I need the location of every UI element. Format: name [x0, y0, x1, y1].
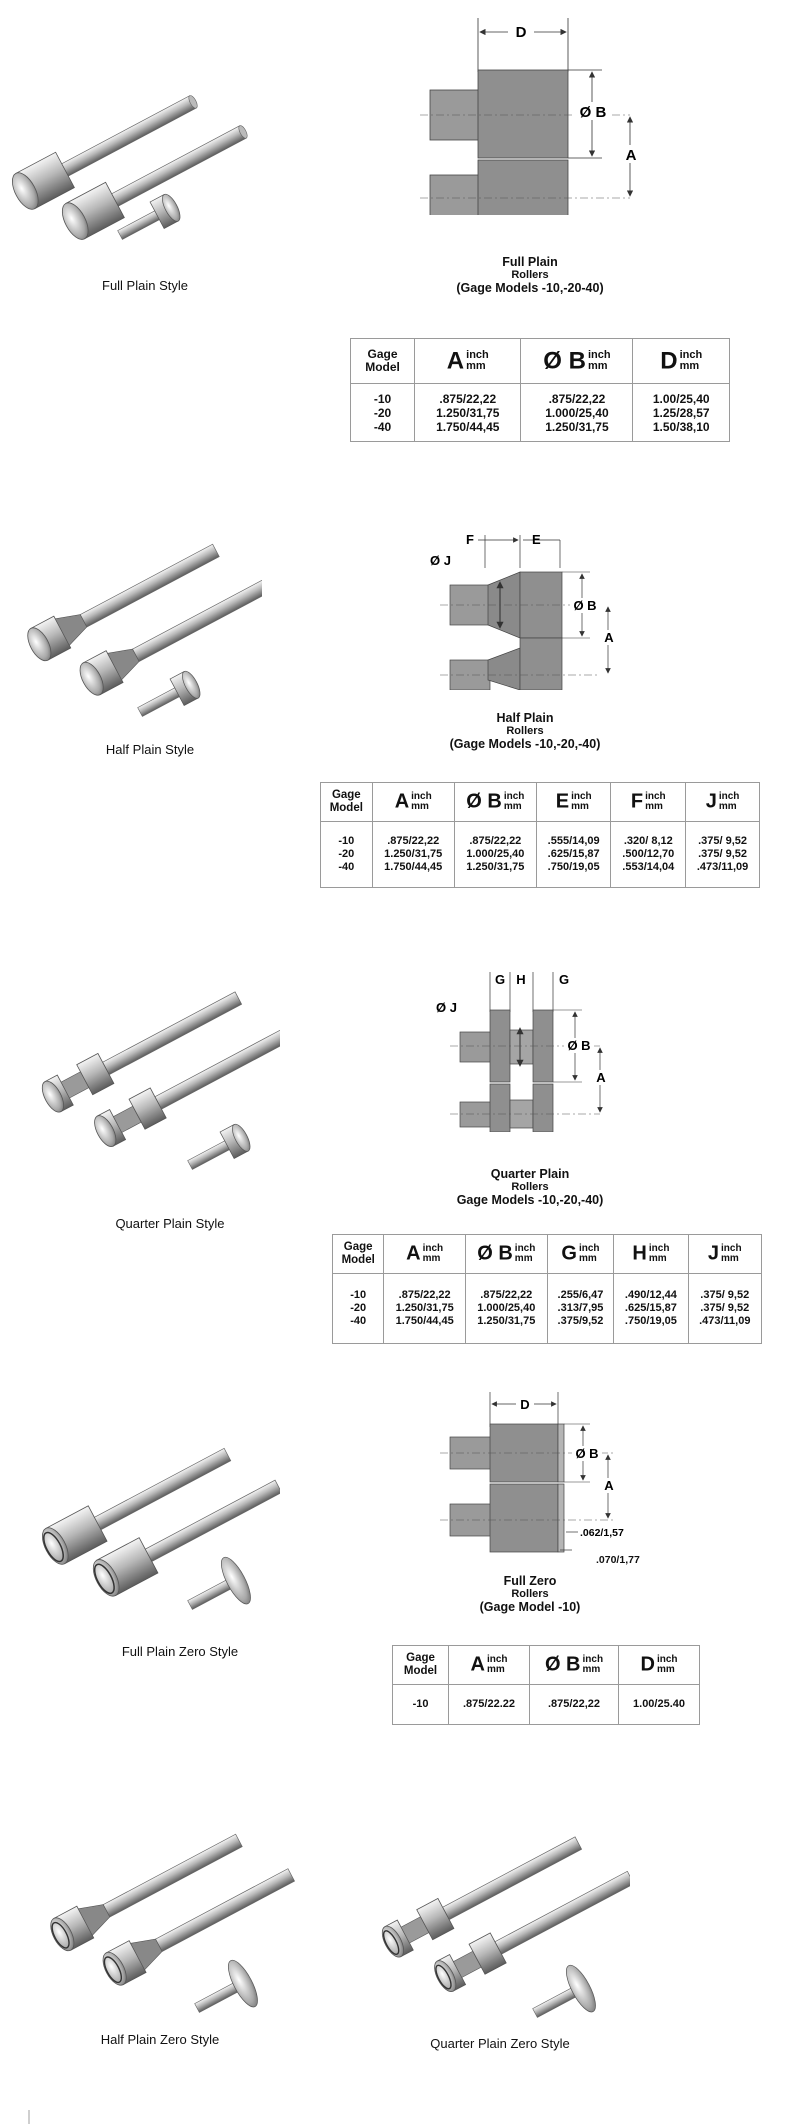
table-cell: .875/22,22 1.250/31,75 1.750/44,45	[415, 384, 521, 442]
page-edge-mark	[28, 2110, 30, 2124]
quarter-plain-style-caption: Quarter Plain Style	[115, 1216, 225, 1231]
quarter-plain-section	[0, 950, 804, 1350]
table-cell: -10 -20 -40	[333, 1274, 384, 1344]
half-plain-spec-table	[320, 782, 760, 888]
table-cell: .875/22,22	[529, 1685, 618, 1725]
half-plain-zero-style-caption: Half Plain Zero Style	[100, 2032, 220, 2047]
col-j: J inch mm	[688, 1235, 761, 1274]
table-cell: .875/22,22 1.000/25,40 1.250/31,75	[521, 384, 633, 442]
dim-070-label: .070/1,77	[596, 1554, 640, 1566]
full-plain-zero-style-photo	[40, 1440, 280, 1630]
label-b: Ø B	[579, 104, 607, 121]
table-cell: -10 -20 -40	[321, 822, 373, 888]
full-plain-style-photo	[10, 85, 250, 270]
half-plain-diagram	[430, 530, 660, 690]
col-gage-model: Gage Model	[351, 339, 415, 384]
label-d: D	[520, 1397, 530, 1412]
full-zero-diagram	[440, 1392, 670, 1557]
table-cell: 1.00/25.40	[619, 1685, 700, 1725]
table-cell: .490/12,44 .625/15,87 .750/19,05	[614, 1274, 688, 1344]
col-e: E inch mm	[536, 783, 611, 822]
full-zero-diagram-title: Full Zero Rollers (Gage Model -10)	[479, 1574, 581, 1614]
quarter-plain-zero-style-caption: Quarter Plain Zero Style	[430, 2036, 570, 2051]
table-cell: .875/22,22 1.000/25,40 1.250/31,75	[465, 1274, 547, 1344]
col-a: A inch mm	[415, 339, 521, 384]
label-f: F	[466, 532, 474, 547]
table-cell: .875/22,22 1.000/25,40 1.250/31,75	[454, 822, 536, 888]
table-cell: .555/14,09 .625/15,87 .750/19,05	[536, 822, 611, 888]
col-a: A inch mm	[384, 1235, 466, 1274]
quarter-plain-style-photo	[40, 990, 280, 1190]
col-b: Ø B inch mm	[465, 1235, 547, 1274]
table-cell: .375/ 9,52 .375/ 9,52 .473/11,09	[686, 822, 760, 888]
label-j: Ø J	[430, 553, 451, 568]
table-cell: -10	[393, 1685, 449, 1725]
half-plain-style-caption: Half Plain Style	[105, 742, 195, 757]
full-plain-section	[0, 0, 804, 480]
table-cell: .375/ 9,52 .375/ 9,52 .473/11,09	[688, 1274, 761, 1344]
label-a: A	[625, 147, 637, 164]
label-e: E	[532, 532, 541, 547]
label-a: A	[596, 1070, 606, 1085]
half-plain-diagram-title: Half Plain Rollers (Gage Models -10,-20,-40)	[449, 711, 601, 751]
full-plain-style-caption: Full Plain Style	[102, 278, 188, 293]
label-j: Ø J	[436, 1000, 457, 1015]
label-b: Ø B	[573, 598, 597, 613]
col-d: D inch mm	[619, 1646, 700, 1685]
label-g: G	[558, 972, 570, 987]
label-b: Ø B	[575, 1446, 599, 1461]
half-plain-style-photo	[22, 540, 262, 745]
col-gage-model: Gage Model	[321, 783, 373, 822]
zero-styles-section	[0, 1820, 804, 2128]
col-d: D inch mm	[633, 339, 730, 384]
label-g: G	[494, 972, 506, 987]
quarter-plain-diagram	[430, 972, 660, 1132]
col-a: A inch mm	[372, 783, 454, 822]
col-b: Ø B inch mm	[454, 783, 536, 822]
table-cell: .875/22,22 1.250/31,75 1.750/44,45	[372, 822, 454, 888]
col-f: F inch mm	[611, 783, 686, 822]
table-cell: 1.00/25,40 1.25/28,57 1.50/38,10	[633, 384, 730, 442]
full-plain-zero-style-caption: Full Plain Zero Style	[121, 1644, 239, 1659]
table-cell: -10 -20 -40	[351, 384, 415, 442]
col-h: H inch mm	[614, 1235, 688, 1274]
table-cell: .875/22.22	[449, 1685, 530, 1725]
table-cell: .875/22,22 1.250/31,75 1.750/44,45	[384, 1274, 466, 1344]
full-zero-section	[0, 1380, 804, 1780]
col-gage-model: Gage Model	[333, 1235, 384, 1274]
label-a: A	[604, 630, 614, 645]
col-j: J inch mm	[686, 783, 760, 822]
table-cell: .320/ 8,12 .500/12,70 .553/14,04	[611, 822, 686, 888]
half-plain-section	[0, 520, 804, 930]
quarter-plain-diagram-title: Quarter Plain Rollers Gage Models -10,-20,-40)	[456, 1167, 604, 1207]
col-b: Ø B inch mm	[521, 339, 633, 384]
label-a: A	[604, 1478, 614, 1493]
half-plain-zero-style-photo	[45, 1830, 295, 2030]
col-gage-model: Gage Model	[393, 1646, 449, 1685]
table-cell: .255/6,47 .313/7,95 .375/9,52	[547, 1274, 614, 1344]
col-b: Ø B inch mm	[529, 1646, 618, 1685]
quarter-plain-spec-table	[332, 1234, 762, 1344]
full-zero-spec-table	[392, 1645, 700, 1725]
full-plain-spec-table	[350, 338, 730, 442]
full-plain-diagram	[420, 10, 680, 215]
full-plain-diagram-title: Full Plain Rollers (Gage Models -10,-20-40)	[456, 255, 604, 295]
label-h: H	[516, 972, 526, 987]
dim-062: .062/1,57	[580, 1527, 624, 1539]
label-b: Ø B	[567, 1038, 591, 1053]
col-a: A inch mm	[449, 1646, 530, 1685]
label-d: D	[515, 24, 527, 41]
quarter-plain-zero-style-photo	[380, 1835, 630, 2035]
col-g: G inch mm	[547, 1235, 614, 1274]
